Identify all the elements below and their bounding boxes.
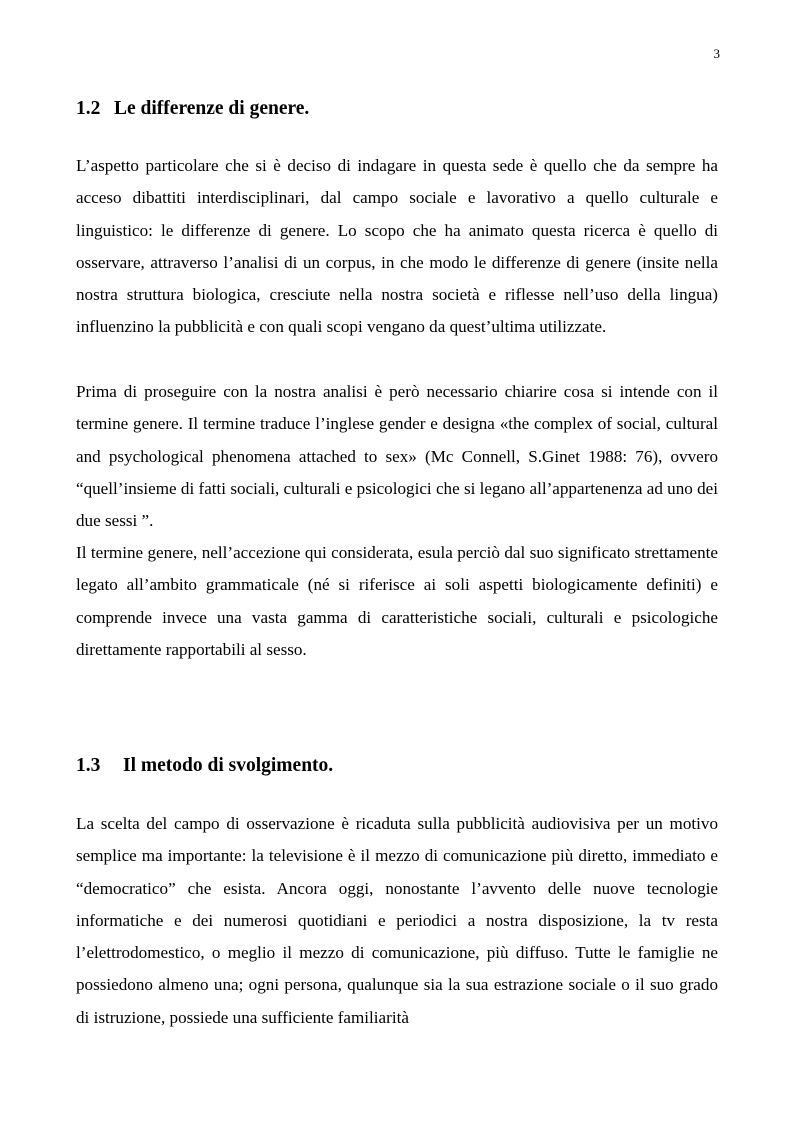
section-number: 1.3 (76, 755, 101, 776)
body-paragraph: La scelta del campo di osservazione è ricaduta sulla pubblicità audiovisiva per un motivo semplice ma importante: la televisione è il mezzo di comunicazione più diretto, immediato e “democratico” che esista. Ancora oggi, nonostante l’avvento delle nuove tecnologie informatiche e dei numerosi quotidiani e periodici a nostra disposizione, la tv resta l’elettrodomestico, o meglio il mezzo di comunicazione, più diffuso. Tutte le famiglie ne possiedono almeno una; ogni persona, qualunque sia la sua estrazione sociale o il suo grado di istruzione, possiede una sufficiente familiarità (76, 814, 718, 1027)
section-heading-1-2 (76, 97, 309, 121)
section-title: Il metodo di svolgimento. (123, 755, 334, 776)
body-paragraph: L’aspetto particolare che si è deciso di indagare in questa sede è quello che da sempre ha acceso dibattiti interdisciplinari, dal campo sociale e lavorativo a quello culturale e linguistico: le differenze di genere. Lo scopo che ha animato questa ricerca è quello di osservare, attraverso l’analisi di un corpus, in che modo le differenze di genere (insite nella nostra struttura biologica, cresciute nella nostra società e riflesse nell’uso della lingua) influenzino la pubblicità e con quali scopi vengano da quest’ultima utilizzate. (76, 156, 718, 337)
page-number: 3 (713, 46, 720, 61)
section-number: 1.2 (76, 98, 101, 119)
section-heading-1-3 (76, 754, 333, 778)
section-title: Le differenze di genere. (114, 98, 310, 119)
body-paragraph: Il termine genere, nell’accezione qui considerata, esula perciò dal suo significato strettamente legato all’ambito grammaticale (né si riferisce ai soli aspetti biologicamente definiti) e comprende invece una vasta gamma di caratteristiche sociali, culturali e psicologiche direttamente rapportabili al sesso. (76, 543, 718, 659)
body-paragraph: Prima di proseguire con la nostra analisi è però necessario chiarire cosa si intende con il termine genere. Il termine traduce l’inglese gender e designa «the complex of social, cultural and psychological phenomena attached to sex» (Mc Connell, S.Ginet 1988: 76), ovvero “quell’insieme di fatti sociali, culturali e psicologici che si legano all’appartenenza ad uno dei due sessi ”. (76, 382, 718, 531)
